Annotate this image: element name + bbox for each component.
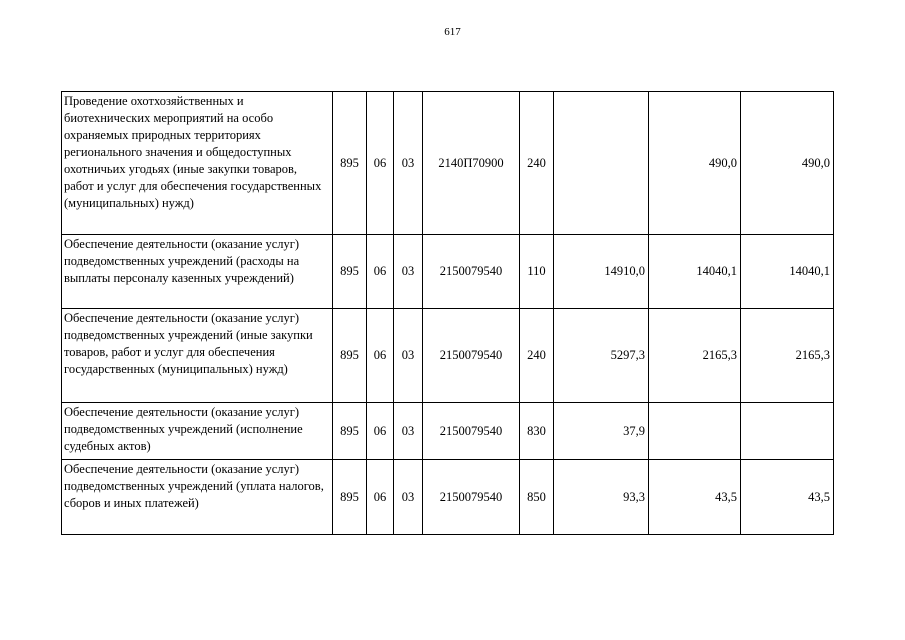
year3-amount-cell: 2165,3 bbox=[741, 309, 834, 403]
table-row bbox=[62, 403, 834, 460]
section-code-cell: 06 bbox=[367, 309, 394, 403]
target-code-cell: 2150079540 bbox=[423, 403, 520, 460]
table-row bbox=[62, 460, 834, 535]
expense-type-cell: 240 bbox=[520, 309, 554, 403]
row-name-cell: Проведение охотхозяйственных и биотехнических мероприятий на особо охраняемых природных территориях регионального значения и общедоступных охотничьих угодьях (иные закупки товаров, работ и услуг для обеспечения государственных (муниципальных) нужд) bbox=[62, 92, 333, 235]
year3-amount-cell bbox=[741, 403, 834, 460]
target-code-cell: 2150079540 bbox=[423, 235, 520, 309]
target-code-cell: 2150079540 bbox=[423, 309, 520, 403]
year3-amount-cell: 43,5 bbox=[741, 460, 834, 535]
section-code-cell: 06 bbox=[367, 92, 394, 235]
subsection-code-cell: 03 bbox=[394, 403, 423, 460]
table-row bbox=[62, 309, 834, 403]
expense-type-cell: 830 bbox=[520, 403, 554, 460]
year1-amount-cell: 93,3 bbox=[554, 460, 649, 535]
ministry-code-cell: 895 bbox=[333, 309, 367, 403]
year2-amount-cell: 2165,3 bbox=[649, 309, 741, 403]
ministry-code-cell: 895 bbox=[333, 92, 367, 235]
ministry-code-cell: 895 bbox=[333, 460, 367, 535]
section-code-cell: 06 bbox=[367, 403, 394, 460]
budget-table bbox=[61, 91, 834, 535]
expense-type-cell: 110 bbox=[520, 235, 554, 309]
ministry-code-cell: 895 bbox=[333, 403, 367, 460]
year2-amount-cell: 43,5 bbox=[649, 460, 741, 535]
year2-amount-cell: 14040,1 bbox=[649, 235, 741, 309]
expense-type-cell: 850 bbox=[520, 460, 554, 535]
subsection-code-cell: 03 bbox=[394, 309, 423, 403]
page-number: 617 bbox=[444, 26, 461, 38]
subsection-code-cell: 03 bbox=[394, 235, 423, 309]
year3-amount-cell: 14040,1 bbox=[741, 235, 834, 309]
table-row bbox=[62, 92, 834, 235]
year3-amount-cell: 490,0 bbox=[741, 92, 834, 235]
year2-amount-cell bbox=[649, 403, 741, 460]
year1-amount-cell: 5297,3 bbox=[554, 309, 649, 403]
year1-amount-cell: 14910,0 bbox=[554, 235, 649, 309]
subsection-code-cell: 03 bbox=[394, 92, 423, 235]
ministry-code-cell: 895 bbox=[333, 235, 367, 309]
year2-amount-cell: 490,0 bbox=[649, 92, 741, 235]
section-code-cell: 06 bbox=[367, 460, 394, 535]
table-row bbox=[62, 235, 834, 309]
row-name-cell: Обеспечение деятельности (оказание услуг) подведомственных учреждений (уплата налогов, сборов и иных платежей) bbox=[62, 460, 333, 535]
year1-amount-cell bbox=[554, 92, 649, 235]
row-name-cell: Обеспечение деятельности (оказание услуг) подведомственных учреждений (иные закупки товаров, работ и услуг для обеспечения государственных (муниципальных) нужд) bbox=[62, 309, 333, 403]
target-code-cell: 2140П70900 bbox=[423, 92, 520, 235]
target-code-cell: 2150079540 bbox=[423, 460, 520, 535]
row-name-cell: Обеспечение деятельности (оказание услуг) подведомственных учреждений (расходы на выплаты персоналу казенных учреждений) bbox=[62, 235, 333, 309]
expense-type-cell: 240 bbox=[520, 92, 554, 235]
year1-amount-cell: 37,9 bbox=[554, 403, 649, 460]
section-code-cell: 06 bbox=[367, 235, 394, 309]
row-name-cell: Обеспечение деятельности (оказание услуг) подведомственных учреждений (исполнение судебных актов) bbox=[62, 403, 333, 460]
subsection-code-cell: 03 bbox=[394, 460, 423, 535]
